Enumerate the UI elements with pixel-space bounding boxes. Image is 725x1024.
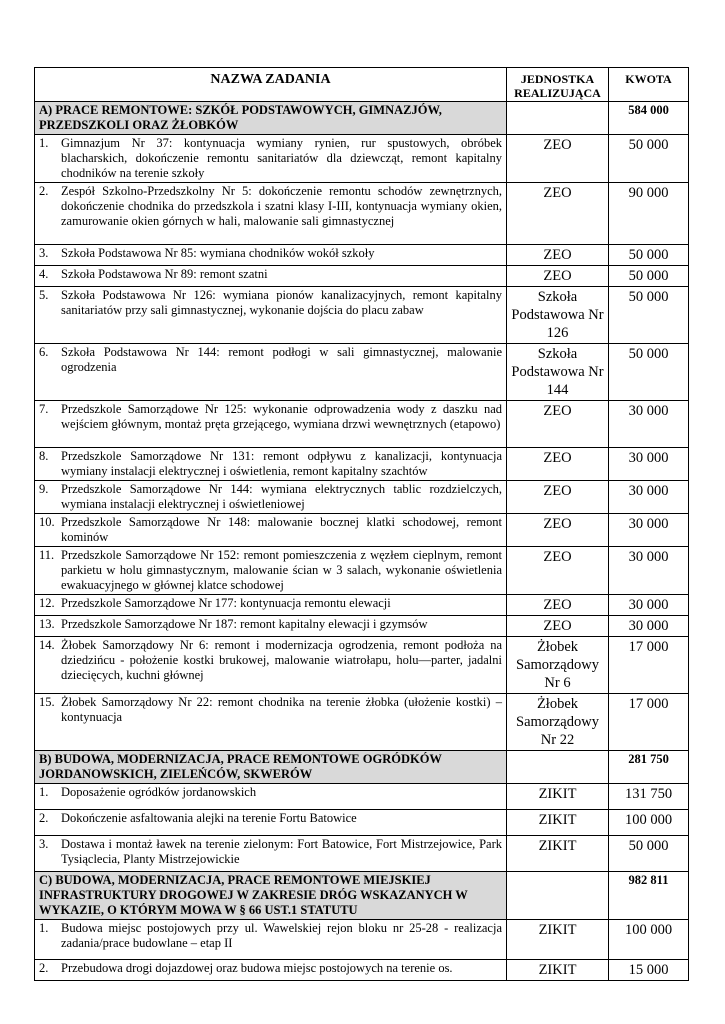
table-row: [35, 920, 689, 960]
task-number: 3.: [39, 246, 49, 260]
task-text: Przedszkole Samorządowe Nr 125: wykonanie odprowadzenia wody z daszku nad wejściem głównym, montaż pręta grzejącego, wymiana drzwi wewnętrznych (etapowo): [61, 402, 502, 431]
table-row: [35, 637, 689, 694]
table-row: [35, 266, 689, 287]
task-unit: ZIKIT: [507, 784, 609, 810]
task-number: 10.: [39, 515, 55, 529]
task-text: Doposażenie ogródków jordanowskich: [61, 785, 257, 799]
task-text: Przedszkole Samorządowe Nr 187: remont kapitalny elewacji i gzymsów: [61, 617, 428, 631]
task-unit: ZEO: [507, 514, 609, 547]
task-cell: [35, 637, 507, 694]
section-title: B) BUDOWA, MODERNIZACJA, PRACE REMONTOWE OGRÓDKÓW JORDANOWSKICH, ZIELEŃCÓW, SKWERÓW: [35, 751, 507, 784]
task-number: 1.: [39, 136, 49, 150]
task-unit: ZEO: [507, 616, 609, 637]
task-text: Dostawa i montaż ławek na terenie zielonym: Fort Batowice, Fort Mistrzejowice, Park Tysiąclecia, Planty Mistrzejowickie: [61, 837, 502, 866]
task-amount: 17 000: [609, 694, 689, 751]
task-cell: [35, 287, 507, 344]
task-number: 15.: [39, 695, 55, 709]
task-cell: [35, 481, 507, 514]
task-cell: [35, 547, 507, 595]
task-unit: Żłobek Samorządowy Nr 22: [507, 694, 609, 751]
task-number: 9.: [39, 482, 49, 496]
table-row: [35, 135, 689, 183]
task-amount: 50 000: [609, 135, 689, 183]
task-unit: ZIKIT: [507, 836, 609, 872]
table-row: [35, 547, 689, 595]
task-text: Szkoła Podstawowa Nr 89: remont szatni: [61, 267, 268, 281]
task-text: Żłobek Samorządowy Nr 22: remont chodnika na terenie żłobka (ułożenie kostki) – kontynuacja: [61, 695, 502, 724]
task-text: Szkoła Podstawowa Nr 144: remont podłogi w sali gimnastycznej, malowanie ogrodzenia: [61, 345, 502, 374]
task-amount: 30 000: [609, 547, 689, 595]
task-amount: 30 000: [609, 448, 689, 481]
header-row: [35, 68, 689, 102]
task-amount: 50 000: [609, 344, 689, 401]
task-amount: 15 000: [609, 960, 689, 981]
table-body: [35, 102, 689, 981]
table-row: [35, 616, 689, 637]
task-text: Gimnazjum Nr 37: kontynuacja wymiany rynien, rur spustowych, obróbek blacharskich, dokończenie remontu sanitariatów dla dziewcząt, remont kapitalny chodników na terenie szkoły: [61, 136, 502, 180]
task-unit: ZEO: [507, 401, 609, 448]
task-number: 12.: [39, 596, 55, 610]
task-amount: 30 000: [609, 616, 689, 637]
task-unit: ZEO: [507, 547, 609, 595]
task-cell: [35, 448, 507, 481]
task-cell: [35, 694, 507, 751]
task-unit: ZIKIT: [507, 810, 609, 836]
task-text: Żłobek Samorządowy Nr 6: remont i modernizacja ogrodzenia, remont podłoża na dziedzińcu - położenie kostki brukowej, malowanie wiatrołapu, holu—parter, jadalni dziecięcych, kuchni głównej: [61, 638, 502, 682]
task-number: 2.: [39, 811, 49, 825]
task-unit: Żłobek Samorządowy Nr 6: [507, 637, 609, 694]
table-row: [35, 836, 689, 872]
task-unit: ZEO: [507, 183, 609, 245]
task-number: 5.: [39, 288, 49, 302]
task-text: Dokończenie asfaltowania alejki na terenie Fortu Batowice: [61, 811, 357, 825]
table-row: [35, 448, 689, 481]
task-amount: 30 000: [609, 595, 689, 616]
task-cell: [35, 836, 507, 872]
task-number: 7.: [39, 402, 49, 416]
section-unit: [507, 872, 609, 920]
table-row: [35, 401, 689, 448]
task-unit: ZEO: [507, 266, 609, 287]
section-title: C) BUDOWA, MODERNIZACJA, PRACE REMONTOWE MIEJSKIEJ INFRASTRUKTURY DROGOWEJ W ZAKRESIE DRÓG WSKAZANYCH W WYKAZIE, O KTÓRYM MOWA W § 66 UST.1 STATUTU: [35, 872, 507, 920]
header-unit: JEDNOSTKA REALIZUJĄCA: [507, 68, 609, 102]
task-cell: [35, 960, 507, 981]
task-unit: ZIKIT: [507, 920, 609, 960]
table-row: [35, 344, 689, 401]
section-total: 281 750: [609, 751, 689, 784]
section-total: 584 000: [609, 102, 689, 135]
task-number: 13.: [39, 617, 55, 631]
task-unit: ZEO: [507, 448, 609, 481]
task-amount: 17 000: [609, 637, 689, 694]
task-amount: 30 000: [609, 401, 689, 448]
task-number: 1.: [39, 921, 49, 935]
task-cell: [35, 135, 507, 183]
task-cell: [35, 514, 507, 547]
task-number: 6.: [39, 345, 49, 359]
table-row: [35, 245, 689, 266]
task-amount: 100 000: [609, 810, 689, 836]
task-amount: 131 750: [609, 784, 689, 810]
task-number: 2.: [39, 961, 49, 975]
task-number: 14.: [39, 638, 55, 652]
table-row: [35, 183, 689, 245]
table-row: [35, 287, 689, 344]
section-title: A) PRACE REMONTOWE: SZKÓŁ PODSTAWOWYCH, GIMNAZJÓW, PRZEDSZKOLI ORAZ ŻŁOBKÓW: [35, 102, 507, 135]
task-number: 8.: [39, 449, 49, 463]
section-unit: [507, 751, 609, 784]
task-unit: ZEO: [507, 481, 609, 514]
section-unit: [507, 102, 609, 135]
task-text: Przebudowa drogi dojazdowej oraz budowa miejsc postojowych na terenie os.: [61, 961, 453, 975]
task-amount: 50 000: [609, 836, 689, 872]
task-amount: 90 000: [609, 183, 689, 245]
task-unit: ZEO: [507, 245, 609, 266]
task-text: Przedszkole Samorządowe Nr 148: malowanie bocznej klatki schodowej, remont kominów: [61, 515, 502, 544]
task-unit: ZIKIT: [507, 960, 609, 981]
task-cell: [35, 616, 507, 637]
table-row: [35, 960, 689, 981]
task-amount: 100 000: [609, 920, 689, 960]
task-cell: [35, 266, 507, 287]
task-cell: [35, 595, 507, 616]
table-row: [35, 810, 689, 836]
section-total: 982 811: [609, 872, 689, 920]
task-cell: [35, 810, 507, 836]
task-amount: 30 000: [609, 514, 689, 547]
task-unit: Szkoła Podstawowa Nr 144: [507, 344, 609, 401]
task-number: 3.: [39, 837, 49, 851]
task-amount: 30 000: [609, 481, 689, 514]
task-text: Przedszkole Samorządowe Nr 152: remont pomieszczenia z węzłem cieplnym, remont parkietu w holu gimnastycznym, malowanie ścian w 3 salach, wykonanie oświetlenia ewakuacyjnego w głównej klatce schodowej: [61, 548, 502, 592]
table-row: [35, 595, 689, 616]
task-number: 1.: [39, 785, 49, 799]
section-header: [35, 102, 689, 135]
task-cell: [35, 920, 507, 960]
task-unit: ZEO: [507, 135, 609, 183]
task-cell: [35, 784, 507, 810]
table-row: [35, 694, 689, 751]
task-unit: ZEO: [507, 595, 609, 616]
table-row: [35, 784, 689, 810]
task-text: Przedszkole Samorządowe Nr 144: wymiana elektrycznych tablic rozdzielczych, wymiana instalacji elektrycznej i oświetleniowej: [61, 482, 502, 511]
task-unit: Szkoła Podstawowa Nr 126: [507, 287, 609, 344]
task-text: Przedszkole Samorządowe Nr 177: kontynuacja remontu elewacji: [61, 596, 391, 610]
table-row: [35, 514, 689, 547]
task-text: Przedszkole Samorządowe Nr 131: remont odpływu z kanalizacji, kontynuacja wymiany instalacji elektrycznej i oświetlenia, remont kapitalny szachtów: [61, 449, 502, 478]
header-name: NAZWA ZADANIA: [35, 68, 507, 102]
tasks-table: [34, 67, 689, 981]
section-header: [35, 751, 689, 784]
task-text: Zespół Szkolno-Przedszkolny Nr 5: dokończenie remontu schodów zewnętrznych, dokończenie chodnika do przedszkola i szatni klasy I-III, kontynuacja wymiany okien, zamurowanie okien górnych w hali, malowanie sali gimnastycznej: [61, 184, 502, 228]
table-row: [35, 481, 689, 514]
header-amount: KWOTA: [609, 68, 689, 102]
task-cell: [35, 183, 507, 245]
task-cell: [35, 344, 507, 401]
task-text: Szkoła Podstawowa Nr 85: wymiana chodników wokół szkoły: [61, 246, 375, 260]
task-number: 11.: [39, 548, 55, 562]
task-amount: 50 000: [609, 287, 689, 344]
section-header: [35, 872, 689, 920]
task-cell: [35, 401, 507, 448]
task-amount: 50 000: [609, 266, 689, 287]
task-number: 4.: [39, 267, 49, 281]
task-amount: 50 000: [609, 245, 689, 266]
task-text: Budowa miejsc postojowych przy ul. Wawelskiej rejon bloku nr 25-28 - realizacja zadania/prace budowlane – etap II: [61, 921, 502, 950]
task-text: Szkoła Podstawowa Nr 126: wymiana pionów kanalizacyjnych, remont kapitalny sanitariatów przy sali gimnastycznej, wykonanie dojścia do placu zabaw: [61, 288, 502, 317]
task-cell: [35, 245, 507, 266]
task-number: 2.: [39, 184, 49, 198]
